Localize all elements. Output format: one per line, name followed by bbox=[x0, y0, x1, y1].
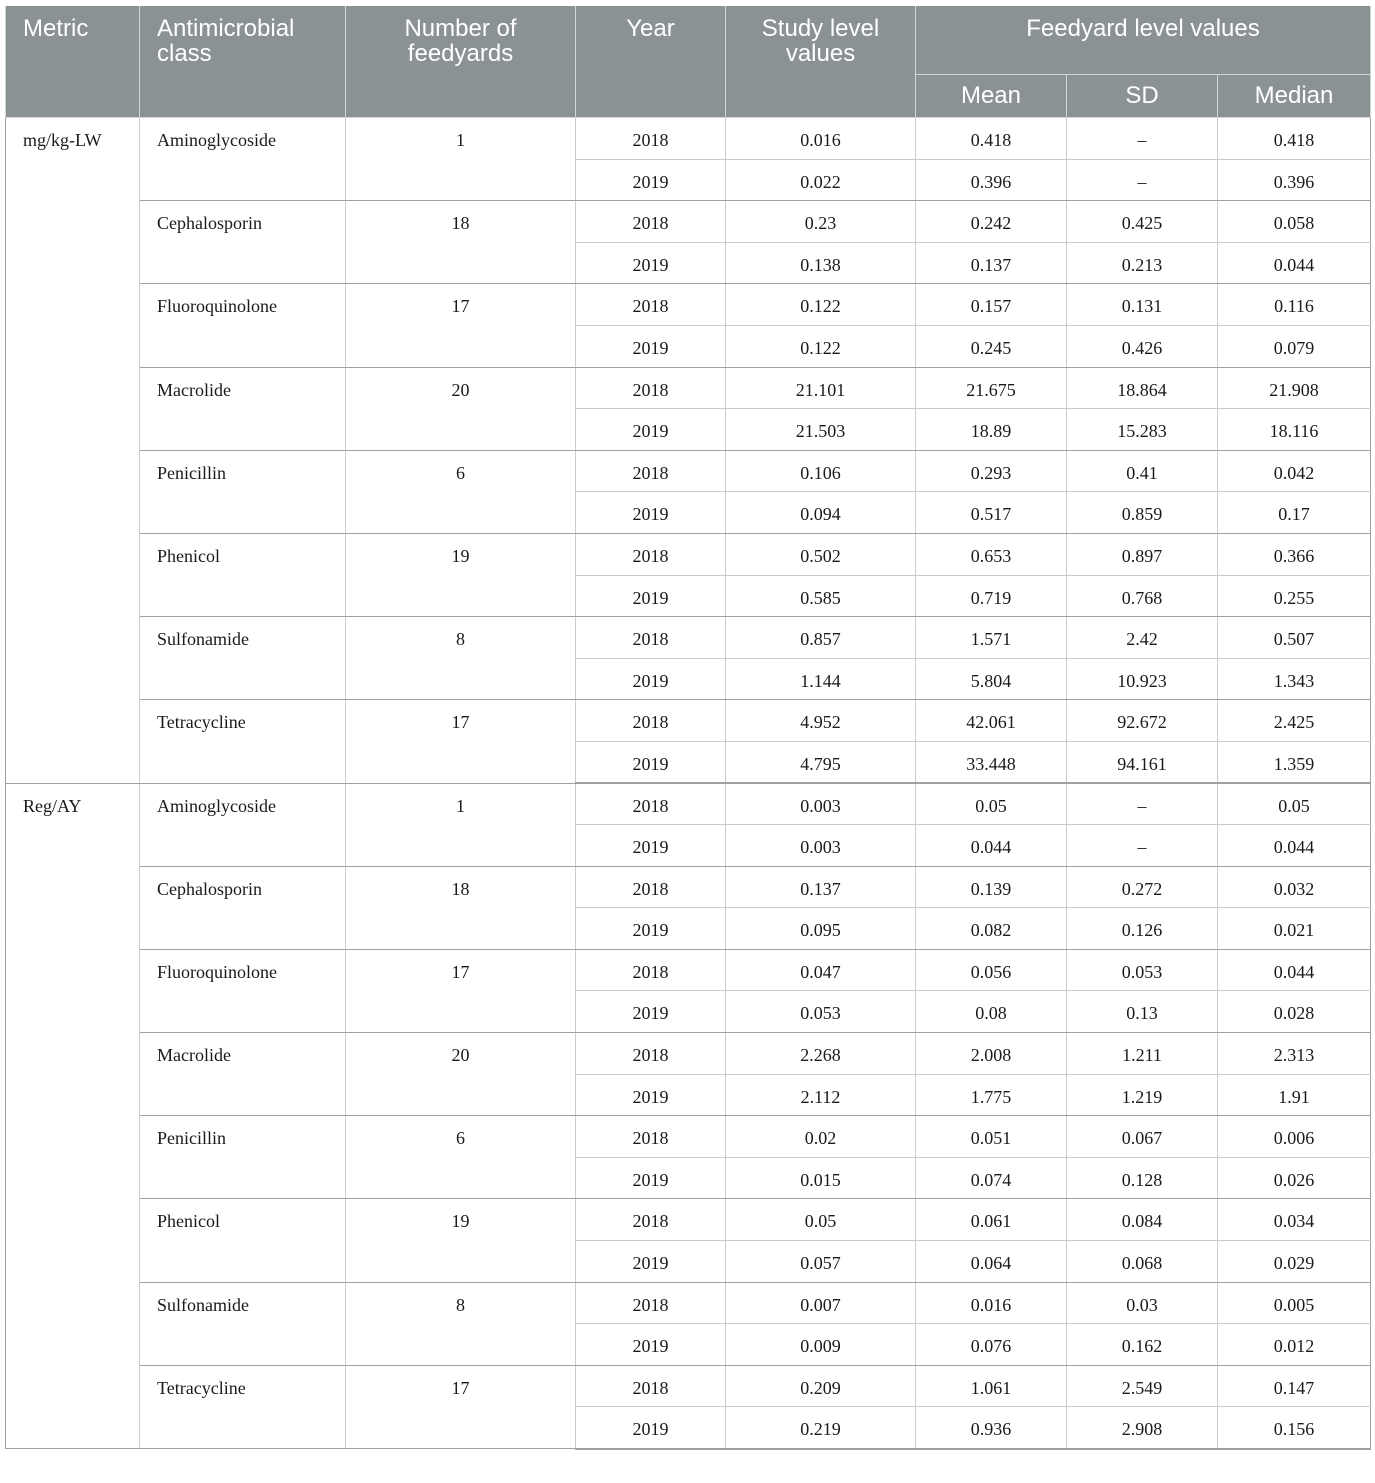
study-level-cell: 21.101 bbox=[726, 367, 916, 409]
year-cell: 2018 bbox=[576, 367, 726, 409]
median-cell: 0.044 bbox=[1218, 949, 1371, 991]
study-level-cell: 4.952 bbox=[726, 700, 916, 742]
antimicrobial-class-cell: Fluoroquinolone bbox=[140, 284, 346, 367]
mean-cell: 0.137 bbox=[916, 242, 1067, 284]
study-level-cell: 1.144 bbox=[726, 658, 916, 700]
table-row bbox=[6, 1199, 1371, 1241]
table-row bbox=[6, 450, 1371, 492]
median-cell: 0.147 bbox=[1218, 1365, 1371, 1407]
table-row bbox=[6, 201, 1371, 243]
mean-cell: 1.775 bbox=[916, 1074, 1067, 1116]
sd-cell: – bbox=[1067, 825, 1218, 867]
feedyard-count-cell: 18 bbox=[346, 201, 576, 284]
study-level-cell: 0.094 bbox=[726, 492, 916, 534]
sd-cell: 0.13 bbox=[1067, 991, 1218, 1033]
antimicrobial-class-cell: Macrolide bbox=[140, 1033, 346, 1116]
table-row bbox=[6, 1033, 1371, 1075]
sd-cell: 0.41 bbox=[1067, 450, 1218, 492]
feedyard-count-cell: 20 bbox=[346, 367, 576, 450]
antimicrobial-class-cell: Cephalosporin bbox=[140, 866, 346, 949]
mean-cell: 0.08 bbox=[916, 991, 1067, 1033]
year-cell: 2019 bbox=[576, 409, 726, 451]
study-level-cell: 0.02 bbox=[726, 1116, 916, 1158]
sd-cell: 0.162 bbox=[1067, 1324, 1218, 1366]
antimicrobial-class-cell: Penicillin bbox=[140, 1116, 346, 1199]
header-year: Year bbox=[576, 6, 726, 118]
year-cell: 2018 bbox=[576, 1282, 726, 1324]
median-cell: 0.021 bbox=[1218, 908, 1371, 950]
median-cell: 0.079 bbox=[1218, 325, 1371, 367]
year-cell: 2018 bbox=[576, 866, 726, 908]
sd-cell: 10.923 bbox=[1067, 658, 1218, 700]
year-cell: 2019 bbox=[576, 492, 726, 534]
median-cell: 0.034 bbox=[1218, 1199, 1371, 1241]
feedyard-count-cell: 6 bbox=[346, 450, 576, 533]
antimicrobial-class-cell: Aminoglycoside bbox=[140, 783, 346, 866]
study-level-cell: 0.015 bbox=[726, 1157, 916, 1199]
feedyard-count-cell: 19 bbox=[346, 1199, 576, 1282]
sd-cell: 0.126 bbox=[1067, 908, 1218, 950]
year-cell: 2018 bbox=[576, 1199, 726, 1241]
study-level-cell: 0.122 bbox=[726, 325, 916, 367]
antimicrobial-class-cell: Penicillin bbox=[140, 450, 346, 533]
study-level-cell: 0.23 bbox=[726, 201, 916, 243]
median-cell: 1.343 bbox=[1218, 658, 1371, 700]
sd-cell: 0.859 bbox=[1067, 492, 1218, 534]
header-median: Median bbox=[1218, 75, 1371, 118]
study-level-cell: 21.503 bbox=[726, 409, 916, 451]
study-level-cell: 0.003 bbox=[726, 783, 916, 825]
sd-cell: – bbox=[1067, 783, 1218, 825]
mean-cell: 0.082 bbox=[916, 908, 1067, 950]
table-row bbox=[6, 1365, 1371, 1407]
sd-cell: – bbox=[1067, 118, 1218, 160]
header-study-level-values: Study level values bbox=[726, 6, 916, 118]
table-row bbox=[6, 617, 1371, 659]
sd-cell: 2.549 bbox=[1067, 1365, 1218, 1407]
header-mean: Mean bbox=[916, 75, 1067, 118]
median-cell: 0.028 bbox=[1218, 991, 1371, 1033]
sd-cell: 0.272 bbox=[1067, 866, 1218, 908]
year-cell: 2018 bbox=[576, 700, 726, 742]
antimicrobial-use-table bbox=[5, 6, 1371, 1450]
mean-cell: 0.936 bbox=[916, 1407, 1067, 1449]
feedyard-count-cell: 20 bbox=[346, 1033, 576, 1116]
sd-cell: 0.084 bbox=[1067, 1199, 1218, 1241]
year-cell: 2019 bbox=[576, 1324, 726, 1366]
mean-cell: 0.139 bbox=[916, 866, 1067, 908]
year-cell: 2019 bbox=[576, 825, 726, 867]
study-level-cell: 0.585 bbox=[726, 575, 916, 617]
median-cell: 0.05 bbox=[1218, 783, 1371, 825]
median-cell: 1.359 bbox=[1218, 741, 1371, 783]
header-antimicrobial-class: Antimicrobial class bbox=[140, 6, 346, 118]
study-level-cell: 0.857 bbox=[726, 617, 916, 659]
year-cell: 2019 bbox=[576, 1241, 726, 1283]
median-cell: 0.012 bbox=[1218, 1324, 1371, 1366]
antimicrobial-class-cell: Tetracycline bbox=[140, 1365, 346, 1448]
year-cell: 2019 bbox=[576, 741, 726, 783]
antimicrobial-class-cell: Tetracycline bbox=[140, 700, 346, 783]
median-cell: 0.366 bbox=[1218, 533, 1371, 575]
sd-cell: 0.426 bbox=[1067, 325, 1218, 367]
sd-cell: 0.03 bbox=[1067, 1282, 1218, 1324]
year-cell: 2018 bbox=[576, 533, 726, 575]
feedyard-count-cell: 18 bbox=[346, 866, 576, 949]
table-row bbox=[6, 700, 1371, 742]
median-cell: 0.156 bbox=[1218, 1407, 1371, 1449]
metric-cell: mg/kg-LW bbox=[6, 118, 140, 784]
median-cell: 18.116 bbox=[1218, 409, 1371, 451]
median-cell: 0.17 bbox=[1218, 492, 1371, 534]
year-cell: 2019 bbox=[576, 325, 726, 367]
year-cell: 2019 bbox=[576, 1407, 726, 1449]
feedyard-count-cell: 17 bbox=[346, 1365, 576, 1448]
mean-cell: 0.517 bbox=[916, 492, 1067, 534]
table-row bbox=[6, 118, 1371, 160]
mean-cell: 0.653 bbox=[916, 533, 1067, 575]
mean-cell: 0.074 bbox=[916, 1157, 1067, 1199]
median-cell: 0.006 bbox=[1218, 1116, 1371, 1158]
year-cell: 2018 bbox=[576, 783, 726, 825]
mean-cell: 0.157 bbox=[916, 284, 1067, 326]
study-level-cell: 0.022 bbox=[726, 159, 916, 201]
feedyard-count-cell: 17 bbox=[346, 949, 576, 1032]
table-row bbox=[6, 1282, 1371, 1324]
mean-cell: 2.008 bbox=[916, 1033, 1067, 1075]
feedyard-count-cell: 8 bbox=[346, 617, 576, 700]
table-row bbox=[6, 367, 1371, 409]
study-level-cell: 0.009 bbox=[726, 1324, 916, 1366]
sd-cell: – bbox=[1067, 159, 1218, 201]
study-level-cell: 2.112 bbox=[726, 1074, 916, 1116]
mean-cell: 0.044 bbox=[916, 825, 1067, 867]
mean-cell: 0.05 bbox=[916, 783, 1067, 825]
header-feedyard-level-values: Feedyard level values bbox=[916, 6, 1371, 75]
study-level-cell: 0.219 bbox=[726, 1407, 916, 1449]
antimicrobial-class-cell: Phenicol bbox=[140, 1199, 346, 1282]
median-cell: 0.418 bbox=[1218, 118, 1371, 160]
sd-cell: 0.053 bbox=[1067, 949, 1218, 991]
year-cell: 2019 bbox=[576, 1074, 726, 1116]
year-cell: 2019 bbox=[576, 991, 726, 1033]
study-level-cell: 0.122 bbox=[726, 284, 916, 326]
sd-cell: 18.864 bbox=[1067, 367, 1218, 409]
table-body bbox=[6, 118, 1371, 1449]
feedyard-count-cell: 1 bbox=[346, 783, 576, 866]
feedyard-count-cell: 8 bbox=[346, 1282, 576, 1365]
mean-cell: 0.016 bbox=[916, 1282, 1067, 1324]
table-row bbox=[6, 783, 1371, 825]
median-cell: 21.908 bbox=[1218, 367, 1371, 409]
median-cell: 0.029 bbox=[1218, 1241, 1371, 1283]
table-row bbox=[6, 866, 1371, 908]
study-level-cell: 0.095 bbox=[726, 908, 916, 950]
median-cell: 0.116 bbox=[1218, 284, 1371, 326]
mean-cell: 18.89 bbox=[916, 409, 1067, 451]
year-cell: 2018 bbox=[576, 118, 726, 160]
sd-cell: 0.068 bbox=[1067, 1241, 1218, 1283]
sd-cell: 0.131 bbox=[1067, 284, 1218, 326]
antimicrobial-class-cell: Sulfonamide bbox=[140, 617, 346, 700]
antimicrobial-class-cell: Cephalosporin bbox=[140, 201, 346, 284]
mean-cell: 0.293 bbox=[916, 450, 1067, 492]
sd-cell: 15.283 bbox=[1067, 409, 1218, 451]
year-cell: 2019 bbox=[576, 242, 726, 284]
median-cell: 0.507 bbox=[1218, 617, 1371, 659]
mean-cell: 0.061 bbox=[916, 1199, 1067, 1241]
study-level-cell: 0.209 bbox=[726, 1365, 916, 1407]
sd-cell: 2.42 bbox=[1067, 617, 1218, 659]
mean-cell: 5.804 bbox=[916, 658, 1067, 700]
year-cell: 2018 bbox=[576, 1033, 726, 1075]
sd-cell: 0.425 bbox=[1067, 201, 1218, 243]
feedyard-count-cell: 19 bbox=[346, 533, 576, 616]
table-row bbox=[6, 1116, 1371, 1158]
year-cell: 2018 bbox=[576, 450, 726, 492]
sd-cell: 92.672 bbox=[1067, 700, 1218, 742]
year-cell: 2018 bbox=[576, 284, 726, 326]
header-number-of-feedyards: Number of feedyards bbox=[346, 6, 576, 118]
feedyard-count-cell: 1 bbox=[346, 118, 576, 201]
mean-cell: 21.675 bbox=[916, 367, 1067, 409]
year-cell: 2018 bbox=[576, 949, 726, 991]
median-cell: 2.313 bbox=[1218, 1033, 1371, 1075]
study-level-cell: 0.047 bbox=[726, 949, 916, 991]
feedyard-count-cell: 6 bbox=[346, 1116, 576, 1199]
metric-cell: Reg/AY bbox=[6, 783, 140, 1449]
median-cell: 1.91 bbox=[1218, 1074, 1371, 1116]
study-level-cell: 0.057 bbox=[726, 1241, 916, 1283]
median-cell: 0.044 bbox=[1218, 825, 1371, 867]
median-cell: 2.425 bbox=[1218, 700, 1371, 742]
antimicrobial-class-cell: Phenicol bbox=[140, 533, 346, 616]
study-level-cell: 0.138 bbox=[726, 242, 916, 284]
mean-cell: 1.061 bbox=[916, 1365, 1067, 1407]
feedyard-count-cell: 17 bbox=[346, 284, 576, 367]
table-row bbox=[6, 949, 1371, 991]
sd-cell: 1.219 bbox=[1067, 1074, 1218, 1116]
sd-cell: 0.128 bbox=[1067, 1157, 1218, 1199]
study-level-cell: 4.795 bbox=[726, 741, 916, 783]
median-cell: 0.005 bbox=[1218, 1282, 1371, 1324]
mean-cell: 0.719 bbox=[916, 575, 1067, 617]
study-level-cell: 0.016 bbox=[726, 118, 916, 160]
mean-cell: 0.076 bbox=[916, 1324, 1067, 1366]
sd-cell: 0.067 bbox=[1067, 1116, 1218, 1158]
year-cell: 2018 bbox=[576, 201, 726, 243]
median-cell: 0.032 bbox=[1218, 866, 1371, 908]
mean-cell: 0.396 bbox=[916, 159, 1067, 201]
mean-cell: 0.418 bbox=[916, 118, 1067, 160]
mean-cell: 0.051 bbox=[916, 1116, 1067, 1158]
year-cell: 2018 bbox=[576, 1365, 726, 1407]
mean-cell: 0.056 bbox=[916, 949, 1067, 991]
mean-cell: 1.571 bbox=[916, 617, 1067, 659]
study-level-cell: 0.05 bbox=[726, 1199, 916, 1241]
study-level-cell: 0.053 bbox=[726, 991, 916, 1033]
sd-cell: 2.908 bbox=[1067, 1407, 1218, 1449]
antimicrobial-class-cell: Aminoglycoside bbox=[140, 118, 346, 201]
study-level-cell: 0.003 bbox=[726, 825, 916, 867]
mean-cell: 0.245 bbox=[916, 325, 1067, 367]
header-metric: Metric bbox=[6, 6, 140, 118]
year-cell: 2019 bbox=[576, 908, 726, 950]
study-level-cell: 0.137 bbox=[726, 866, 916, 908]
table-header bbox=[6, 6, 1371, 118]
antimicrobial-class-cell: Macrolide bbox=[140, 367, 346, 450]
year-cell: 2019 bbox=[576, 658, 726, 700]
year-cell: 2019 bbox=[576, 159, 726, 201]
study-level-cell: 0.106 bbox=[726, 450, 916, 492]
year-cell: 2019 bbox=[576, 575, 726, 617]
sd-cell: 1.211 bbox=[1067, 1033, 1218, 1075]
year-cell: 2019 bbox=[576, 1157, 726, 1199]
study-level-cell: 0.007 bbox=[726, 1282, 916, 1324]
study-level-cell: 2.268 bbox=[726, 1033, 916, 1075]
mean-cell: 0.242 bbox=[916, 201, 1067, 243]
table-row bbox=[6, 284, 1371, 326]
year-cell: 2018 bbox=[576, 1116, 726, 1158]
year-cell: 2018 bbox=[576, 617, 726, 659]
sd-cell: 0.213 bbox=[1067, 242, 1218, 284]
header-sd: SD bbox=[1067, 75, 1218, 118]
sd-cell: 94.161 bbox=[1067, 741, 1218, 783]
antimicrobial-class-cell: Fluoroquinolone bbox=[140, 949, 346, 1032]
median-cell: 0.058 bbox=[1218, 201, 1371, 243]
table-row bbox=[6, 533, 1371, 575]
sd-cell: 0.768 bbox=[1067, 575, 1218, 617]
sd-cell: 0.897 bbox=[1067, 533, 1218, 575]
study-level-cell: 0.502 bbox=[726, 533, 916, 575]
median-cell: 0.026 bbox=[1218, 1157, 1371, 1199]
mean-cell: 42.061 bbox=[916, 700, 1067, 742]
median-cell: 0.044 bbox=[1218, 242, 1371, 284]
feedyard-count-cell: 17 bbox=[346, 700, 576, 783]
mean-cell: 0.064 bbox=[916, 1241, 1067, 1283]
antimicrobial-class-cell: Sulfonamide bbox=[140, 1282, 346, 1365]
median-cell: 0.255 bbox=[1218, 575, 1371, 617]
median-cell: 0.396 bbox=[1218, 159, 1371, 201]
median-cell: 0.042 bbox=[1218, 450, 1371, 492]
mean-cell: 33.448 bbox=[916, 741, 1067, 783]
